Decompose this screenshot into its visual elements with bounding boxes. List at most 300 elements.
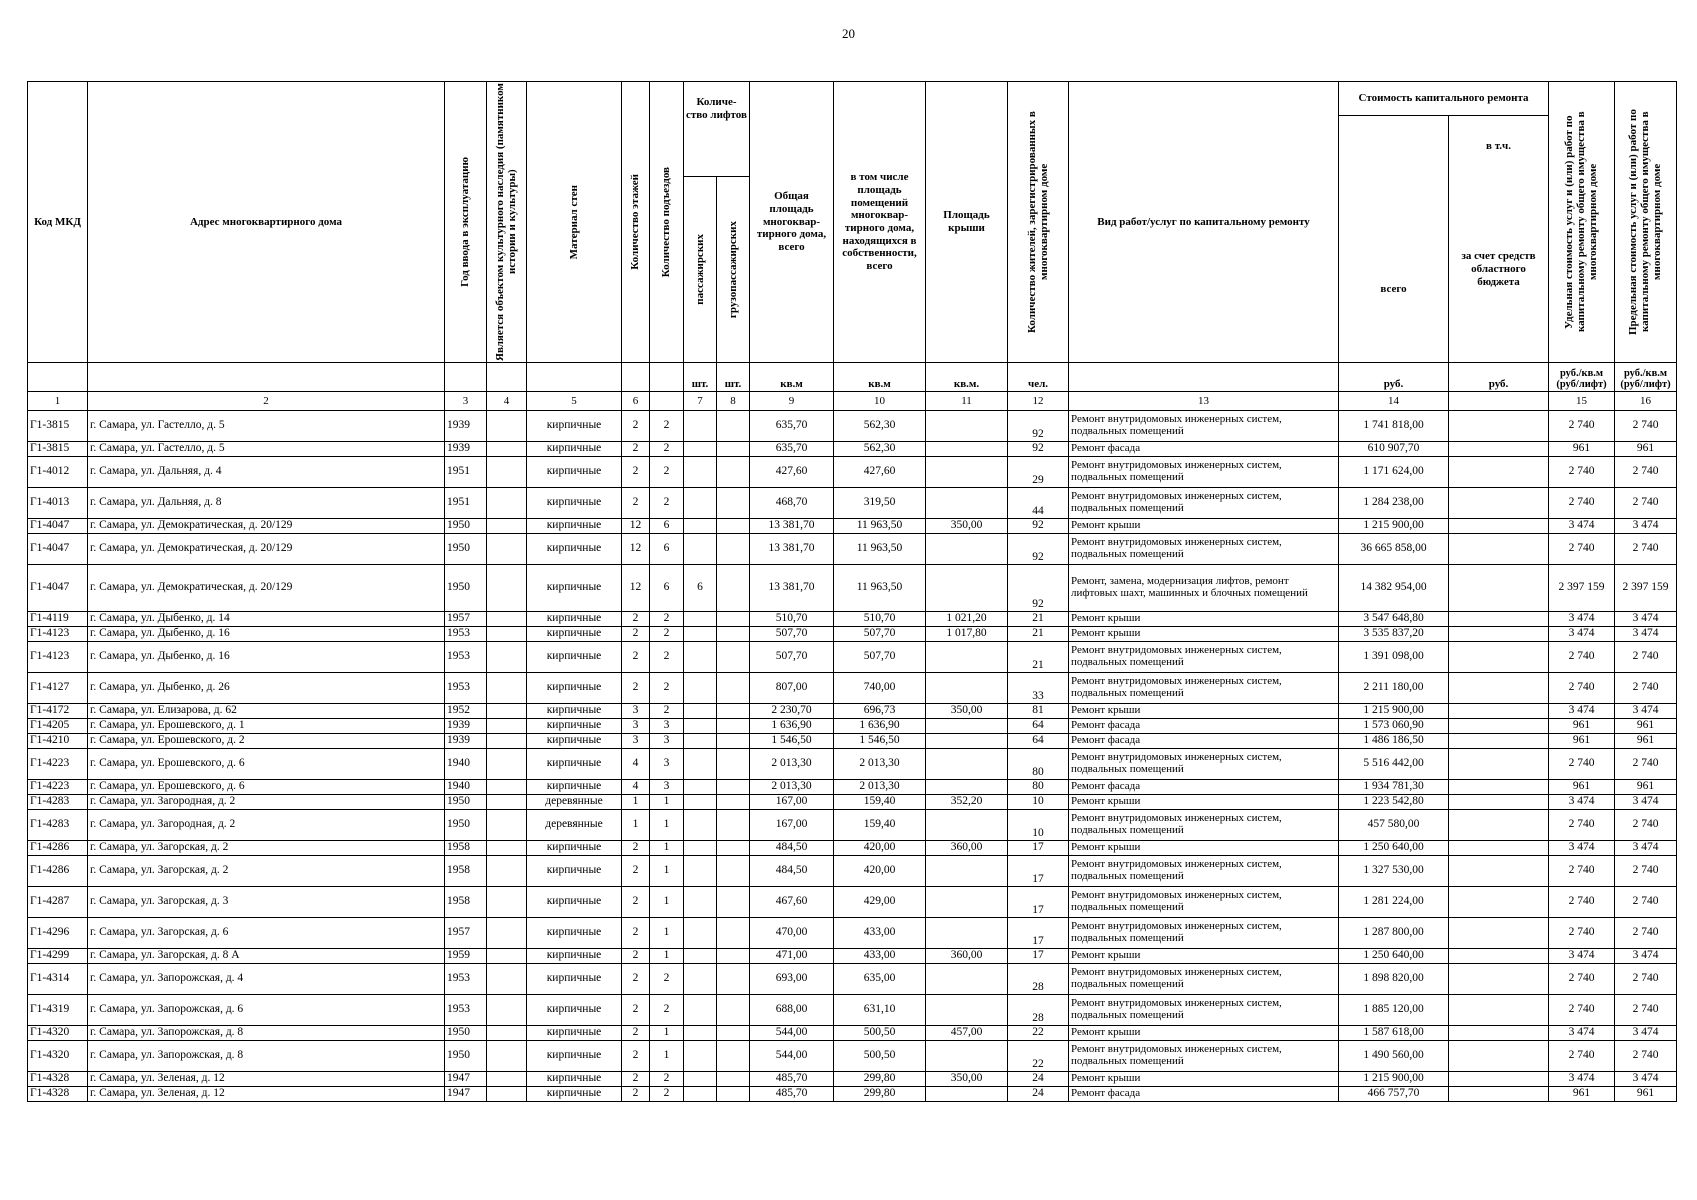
cell-address: г. Самара, ул. Елизарова, д. 62 (88, 704, 445, 719)
cell-year: 1953 (445, 995, 487, 1026)
cell-code: Г1-4172 (28, 704, 88, 719)
cell-max-cost: 2 740 (1615, 964, 1677, 995)
cell-max-cost: 3 474 (1615, 704, 1677, 719)
cell-wall: кирпичные (527, 565, 622, 612)
cell-max-cost: 2 740 (1615, 1041, 1677, 1072)
cell-cost-budget (1449, 457, 1549, 488)
cell-entrances: 1 (650, 887, 684, 918)
cell-floors: 1 (622, 795, 650, 810)
unit-empty-6 (622, 363, 650, 392)
cell-roof-area (926, 749, 1008, 780)
cell-work-type: Ремонт внутридомовых инженерных систем, подвальных помещений (1069, 1041, 1339, 1072)
cell-entrances: 6 (650, 534, 684, 565)
cell-floors: 2 (622, 1087, 650, 1102)
cell-max-cost: 2 740 (1615, 642, 1677, 673)
cell-roof-area: 457,00 (926, 1026, 1008, 1041)
cell-total-area: 13 381,70 (750, 565, 834, 612)
cell-cost-total: 1 741 818,00 (1339, 411, 1449, 442)
cell-year: 1953 (445, 673, 487, 704)
cell-work-type: Ремонт внутридомовых инженерных систем, подвальных помещений (1069, 488, 1339, 519)
cell-code: Г1-4287 (28, 887, 88, 918)
cell-work-type: Ремонт внутридомовых инженерных систем, подвальных помещений (1069, 534, 1339, 565)
cell-code: Г1-4205 (28, 719, 88, 734)
cell-total-area: 507,70 (750, 627, 834, 642)
cell-entrances: 1 (650, 918, 684, 949)
unit-people: чел. (1008, 363, 1069, 392)
cell-code: Г1-4299 (28, 949, 88, 964)
header-total-area: Общая площадь многоквар-тирного дома, всего (750, 82, 834, 363)
cell-total-area: 688,00 (750, 995, 834, 1026)
cell-address: г. Самара, ул. Ерошевского, д. 2 (88, 734, 445, 749)
cell-incl-area: 420,00 (834, 856, 926, 887)
cell-cost-total: 14 382 954,00 (1339, 565, 1449, 612)
cell-lifts-pass (684, 749, 717, 780)
cell-unit-cost: 961 (1549, 734, 1615, 749)
column-number: 10 (834, 392, 926, 411)
cell-residents: 80 (1008, 749, 1069, 780)
cell-incl-area: 562,30 (834, 411, 926, 442)
cell-roof-area (926, 673, 1008, 704)
cell-year: 1958 (445, 841, 487, 856)
cell-work-type: Ремонт крыши (1069, 949, 1339, 964)
cell-wall: кирпичные (527, 995, 622, 1026)
cell-roof-area: 350,00 (926, 519, 1008, 534)
cell-wall: кирпичные (527, 1072, 622, 1087)
unit-empty-8 (1069, 363, 1339, 392)
cell-residents: 22 (1008, 1026, 1069, 1041)
cell-total-area: 510,70 (750, 612, 834, 627)
cell-code: Г1-4223 (28, 780, 88, 795)
cell-roof-area (926, 565, 1008, 612)
cell-wall: кирпичные (527, 719, 622, 734)
cell-floors: 12 (622, 534, 650, 565)
header-incl-area: в том числе площадь помещений многоквар-тирного дома, находящихся в собственности, всего (834, 82, 926, 363)
cell-cost-budget (1449, 565, 1549, 612)
cell-incl-area: 11 963,50 (834, 519, 926, 534)
cell-work-type: Ремонт фасада (1069, 1087, 1339, 1102)
cell-roof-area (926, 457, 1008, 488)
cell-roof-area (926, 964, 1008, 995)
cell-lifts-cargo (717, 719, 750, 734)
cell-work-type: Ремонт внутридомовых инженерных систем, подвальных помещений (1069, 411, 1339, 442)
cell-wall: кирпичные (527, 534, 622, 565)
unit-empty-1 (28, 363, 88, 392)
cell-lifts-pass (684, 918, 717, 949)
cell-address: г. Самара, ул. Запорожская, д. 4 (88, 964, 445, 995)
cell-incl-area: 11 963,50 (834, 565, 926, 612)
cell-code: Г1-4013 (28, 488, 88, 519)
table-row (28, 810, 1677, 841)
cell-floors: 2 (622, 642, 650, 673)
table-row (28, 734, 1677, 749)
cell-heritage (487, 719, 527, 734)
cell-entrances: 2 (650, 457, 684, 488)
cell-entrances: 3 (650, 780, 684, 795)
cell-code: Г1-3815 (28, 442, 88, 457)
cell-floors: 2 (622, 488, 650, 519)
cell-incl-area: 500,50 (834, 1041, 926, 1072)
cell-entrances: 1 (650, 841, 684, 856)
cell-cost-budget (1449, 442, 1549, 457)
cell-cost-total: 1 250 640,00 (1339, 949, 1449, 964)
cell-year: 1939 (445, 734, 487, 749)
cell-total-area: 470,00 (750, 918, 834, 949)
cell-cost-total: 1 327 530,00 (1339, 856, 1449, 887)
cell-incl-area: 562,30 (834, 442, 926, 457)
cell-roof-area (926, 442, 1008, 457)
cell-incl-area: 1 636,90 (834, 719, 926, 734)
cell-entrances: 1 (650, 1026, 684, 1041)
cell-work-type: Ремонт крыши (1069, 841, 1339, 856)
cell-address: г. Самара, ул. Загородная, д. 2 (88, 810, 445, 841)
cell-total-area: 167,00 (750, 795, 834, 810)
cell-entrances: 2 (650, 1087, 684, 1102)
cell-address: г. Самара, ул. Ерошевского, д. 6 (88, 749, 445, 780)
cell-residents: 24 (1008, 1072, 1069, 1087)
cell-residents: 92 (1008, 442, 1069, 457)
table-row (28, 411, 1677, 442)
cell-incl-area: 1 546,50 (834, 734, 926, 749)
cell-heritage (487, 488, 527, 519)
cell-unit-cost: 3 474 (1549, 519, 1615, 534)
unit-rub-2: руб. (1449, 363, 1549, 392)
header-cost-budget: за счет средств областного бюджета (1449, 177, 1549, 363)
cell-incl-area: 427,60 (834, 457, 926, 488)
cell-roof-area: 350,00 (926, 704, 1008, 719)
cell-heritage (487, 442, 527, 457)
table-row (28, 949, 1677, 964)
cell-heritage (487, 704, 527, 719)
unit-empty-7 (650, 363, 684, 392)
cell-total-area: 13 381,70 (750, 534, 834, 565)
cell-unit-cost: 961 (1549, 719, 1615, 734)
cell-year: 1939 (445, 719, 487, 734)
table-row (28, 673, 1677, 704)
cell-work-type: Ремонт внутридомовых инженерных систем, подвальных помещений (1069, 887, 1339, 918)
cell-residents: 92 (1008, 534, 1069, 565)
cell-residents: 17 (1008, 856, 1069, 887)
header-roof-area: Площадь крыши (926, 82, 1008, 363)
cell-max-cost: 2 740 (1615, 534, 1677, 565)
table-row (28, 918, 1677, 949)
cell-year: 1957 (445, 612, 487, 627)
cell-lifts-cargo (717, 749, 750, 780)
cell-code: Г1-4123 (28, 642, 88, 673)
cell-heritage (487, 411, 527, 442)
cell-work-type: Ремонт, замена, модернизация лифтов, ремонт лифтовых шахт, машинных и блочных помещений (1069, 565, 1339, 612)
cell-residents: 28 (1008, 995, 1069, 1026)
cell-cost-budget (1449, 488, 1549, 519)
cell-residents: 28 (1008, 964, 1069, 995)
cell-cost-budget (1449, 734, 1549, 749)
column-number: 8 (717, 392, 750, 411)
cell-cost-budget (1449, 519, 1549, 534)
cell-cost-total: 1 281 224,00 (1339, 887, 1449, 918)
cell-residents: 10 (1008, 795, 1069, 810)
cell-work-type: Ремонт фасада (1069, 442, 1339, 457)
cell-roof-area (926, 642, 1008, 673)
cell-year: 1950 (445, 519, 487, 534)
cell-work-type: Ремонт внутридомовых инженерных систем, подвальных помещений (1069, 673, 1339, 704)
header-unit-cost-cell (1549, 82, 1615, 363)
cell-roof-area (926, 918, 1008, 949)
cell-roof-area (926, 534, 1008, 565)
cell-residents: 29 (1008, 457, 1069, 488)
header-floors-cell (622, 82, 650, 363)
header-wall-cell (527, 82, 622, 363)
cell-address: г. Самара, ул. Дальняя, д. 4 (88, 457, 445, 488)
cell-cost-budget (1449, 612, 1549, 627)
cell-cost-budget (1449, 780, 1549, 795)
cell-residents: 64 (1008, 719, 1069, 734)
capital-repair-table (27, 81, 1677, 1102)
cell-floors: 2 (622, 612, 650, 627)
cell-cost-total: 457 580,00 (1339, 810, 1449, 841)
cell-unit-cost: 3 474 (1549, 841, 1615, 856)
cell-incl-area: 299,80 (834, 1072, 926, 1087)
cell-unit-cost: 2 740 (1549, 488, 1615, 519)
table-row (28, 457, 1677, 488)
cell-lifts-cargo (717, 411, 750, 442)
cell-floors: 2 (622, 627, 650, 642)
cell-entrances: 2 (650, 704, 684, 719)
cell-lifts-cargo (717, 734, 750, 749)
cell-floors: 4 (622, 749, 650, 780)
header-cost: Стоимость капитального ремонта (1339, 82, 1549, 116)
cell-address: г. Самара, ул. Гастелло, д. 5 (88, 442, 445, 457)
cell-total-area: 1 636,90 (750, 719, 834, 734)
cell-cost-budget (1449, 1087, 1549, 1102)
cell-code: Г1-4127 (28, 673, 88, 704)
cell-code: Г1-4286 (28, 856, 88, 887)
cell-cost-budget (1449, 1026, 1549, 1041)
cell-entrances: 3 (650, 749, 684, 780)
cell-max-cost: 3 474 (1615, 627, 1677, 642)
cell-lifts-pass (684, 534, 717, 565)
cell-year: 1940 (445, 749, 487, 780)
cell-code: Г1-4123 (28, 627, 88, 642)
cell-floors: 2 (622, 1026, 650, 1041)
cell-cost-budget (1449, 411, 1549, 442)
cell-heritage (487, 810, 527, 841)
cell-lifts-cargo (717, 810, 750, 841)
cell-lifts-pass: 6 (684, 565, 717, 612)
unit-sqm-3: кв.м. (926, 363, 1008, 392)
cell-residents: 17 (1008, 887, 1069, 918)
cell-unit-cost: 2 740 (1549, 749, 1615, 780)
column-number (1449, 392, 1549, 411)
cell-cost-budget (1449, 534, 1549, 565)
cell-lifts-pass (684, 673, 717, 704)
cell-lifts-pass (684, 488, 717, 519)
cell-wall: кирпичные (527, 488, 622, 519)
header-year: Год ввода в эксплуатацию (459, 157, 472, 287)
cell-lifts-pass (684, 719, 717, 734)
table-row (28, 780, 1677, 795)
cell-total-area: 2 013,30 (750, 780, 834, 795)
cell-roof-area (926, 887, 1008, 918)
header-lifts-pass-cell (684, 177, 717, 363)
cell-entrances: 2 (650, 627, 684, 642)
cell-max-cost: 2 740 (1615, 995, 1677, 1026)
cell-incl-area: 11 963,50 (834, 534, 926, 565)
cell-floors: 2 (622, 673, 650, 704)
header-code: Код МКД (28, 82, 88, 363)
cell-code: Г1-4320 (28, 1041, 88, 1072)
table-row (28, 1072, 1677, 1087)
cell-heritage (487, 519, 527, 534)
cell-wall: кирпичные (527, 612, 622, 627)
cell-lifts-cargo (717, 918, 750, 949)
unit-empty-4 (487, 363, 527, 392)
cell-total-area: 1 546,50 (750, 734, 834, 749)
cell-wall: кирпичные (527, 887, 622, 918)
cell-cost-total: 1 287 800,00 (1339, 918, 1449, 949)
cell-year: 1959 (445, 949, 487, 964)
column-number: 1 (28, 392, 88, 411)
cell-cost-total: 1 215 900,00 (1339, 519, 1449, 534)
cell-entrances: 3 (650, 734, 684, 749)
cell-max-cost: 3 474 (1615, 1026, 1677, 1041)
cell-year: 1958 (445, 887, 487, 918)
cell-year: 1947 (445, 1072, 487, 1087)
cell-lifts-pass (684, 949, 717, 964)
cell-cost-total: 2 211 180,00 (1339, 673, 1449, 704)
cell-code: Г1-4047 (28, 565, 88, 612)
table-row (28, 519, 1677, 534)
cell-cost-budget (1449, 627, 1549, 642)
cell-incl-area: 2 013,30 (834, 780, 926, 795)
cell-lifts-pass (684, 642, 717, 673)
cell-unit-cost: 2 740 (1549, 918, 1615, 949)
cell-work-type: Ремонт крыши (1069, 704, 1339, 719)
cell-address: г. Самара, ул. Дальняя, д. 8 (88, 488, 445, 519)
cell-code: Г1-4012 (28, 457, 88, 488)
header-entrances: Количество подъездов (660, 166, 673, 278)
cell-residents: 17 (1008, 949, 1069, 964)
column-number: 16 (1615, 392, 1677, 411)
cell-entrances: 1 (650, 856, 684, 887)
cell-address: г. Самара, ул. Демократическая, д. 20/129 (88, 534, 445, 565)
column-numbers-row (28, 392, 1677, 411)
cell-max-cost: 2 740 (1615, 673, 1677, 704)
cell-floors: 2 (622, 918, 650, 949)
cell-max-cost: 961 (1615, 734, 1677, 749)
cell-roof-area: 1 021,20 (926, 612, 1008, 627)
cell-incl-area: 433,00 (834, 918, 926, 949)
cell-roof-area: 352,20 (926, 795, 1008, 810)
cell-total-area: 468,70 (750, 488, 834, 519)
cell-cost-budget (1449, 719, 1549, 734)
cell-lifts-cargo (717, 887, 750, 918)
cell-lifts-pass (684, 1087, 717, 1102)
cell-cost-total: 3 547 648,80 (1339, 612, 1449, 627)
cell-wall: кирпичные (527, 749, 622, 780)
column-number: 6 (622, 392, 650, 411)
cell-incl-area: 507,70 (834, 627, 926, 642)
cell-cost-budget (1449, 642, 1549, 673)
cell-lifts-pass (684, 841, 717, 856)
cell-heritage (487, 734, 527, 749)
cell-roof-area (926, 780, 1008, 795)
cell-floors: 2 (622, 1041, 650, 1072)
cell-address: г. Самара, ул. Дыбенко, д. 26 (88, 673, 445, 704)
cell-max-cost: 961 (1615, 719, 1677, 734)
cell-unit-cost: 3 474 (1549, 1026, 1615, 1041)
cell-max-cost: 2 740 (1615, 918, 1677, 949)
cell-unit-cost: 2 740 (1549, 642, 1615, 673)
cell-max-cost: 2 397 159 (1615, 565, 1677, 612)
table-row (28, 488, 1677, 519)
cell-lifts-cargo (717, 1041, 750, 1072)
cell-lifts-cargo (717, 642, 750, 673)
cell-residents: 81 (1008, 704, 1069, 719)
cell-lifts-pass (684, 887, 717, 918)
cell-wall: кирпичные (527, 734, 622, 749)
cell-max-cost: 3 474 (1615, 519, 1677, 534)
header-unit-cost: Удельная стоимость услуг и (или) работ по капитальному ремонту общего имущества в многоквартирном доме (1563, 111, 1600, 333)
cell-lifts-pass (684, 457, 717, 488)
cell-total-area: 807,00 (750, 673, 834, 704)
cell-residents: 92 (1008, 519, 1069, 534)
cell-entrances: 2 (650, 612, 684, 627)
cell-year: 1953 (445, 964, 487, 995)
column-number: 5 (527, 392, 622, 411)
cell-max-cost: 2 740 (1615, 488, 1677, 519)
cell-max-cost: 2 740 (1615, 749, 1677, 780)
cell-heritage (487, 627, 527, 642)
cell-unit-cost: 2 740 (1549, 856, 1615, 887)
cell-cost-total: 1 573 060,90 (1339, 719, 1449, 734)
cell-total-area: 471,00 (750, 949, 834, 964)
cell-floors: 2 (622, 841, 650, 856)
cell-address: г. Самара, ул. Загорская, д. 8 А (88, 949, 445, 964)
cell-year: 1958 (445, 856, 487, 887)
cell-total-area: 507,70 (750, 642, 834, 673)
cell-lifts-pass (684, 795, 717, 810)
cell-roof-area: 1 017,80 (926, 627, 1008, 642)
cell-max-cost: 3 474 (1615, 612, 1677, 627)
table-row (28, 995, 1677, 1026)
cell-total-area: 485,70 (750, 1072, 834, 1087)
cell-entrances: 1 (650, 1041, 684, 1072)
cell-heritage (487, 642, 527, 673)
header-residents-cell (1008, 82, 1069, 363)
cell-year: 1950 (445, 795, 487, 810)
cell-wall: кирпичные (527, 627, 622, 642)
cell-residents: 22 (1008, 1041, 1069, 1072)
cell-lifts-pass (684, 995, 717, 1026)
cell-entrances: 2 (650, 411, 684, 442)
cell-heritage (487, 534, 527, 565)
cell-code: Г1-3815 (28, 411, 88, 442)
cell-incl-area: 696,73 (834, 704, 926, 719)
cell-heritage (487, 918, 527, 949)
column-number: 12 (1008, 392, 1069, 411)
cell-total-area: 2 013,30 (750, 749, 834, 780)
table-row (28, 442, 1677, 457)
header-entrances-cell (650, 82, 684, 363)
cell-residents: 24 (1008, 1087, 1069, 1102)
cell-residents: 92 (1008, 411, 1069, 442)
cell-max-cost: 961 (1615, 780, 1677, 795)
column-number: 11 (926, 392, 1008, 411)
cell-lifts-pass (684, 704, 717, 719)
cell-floors: 2 (622, 1072, 650, 1087)
cell-residents: 17 (1008, 841, 1069, 856)
cell-address: г. Самара, ул. Загорская, д. 2 (88, 856, 445, 887)
cell-code: Г1-4328 (28, 1087, 88, 1102)
